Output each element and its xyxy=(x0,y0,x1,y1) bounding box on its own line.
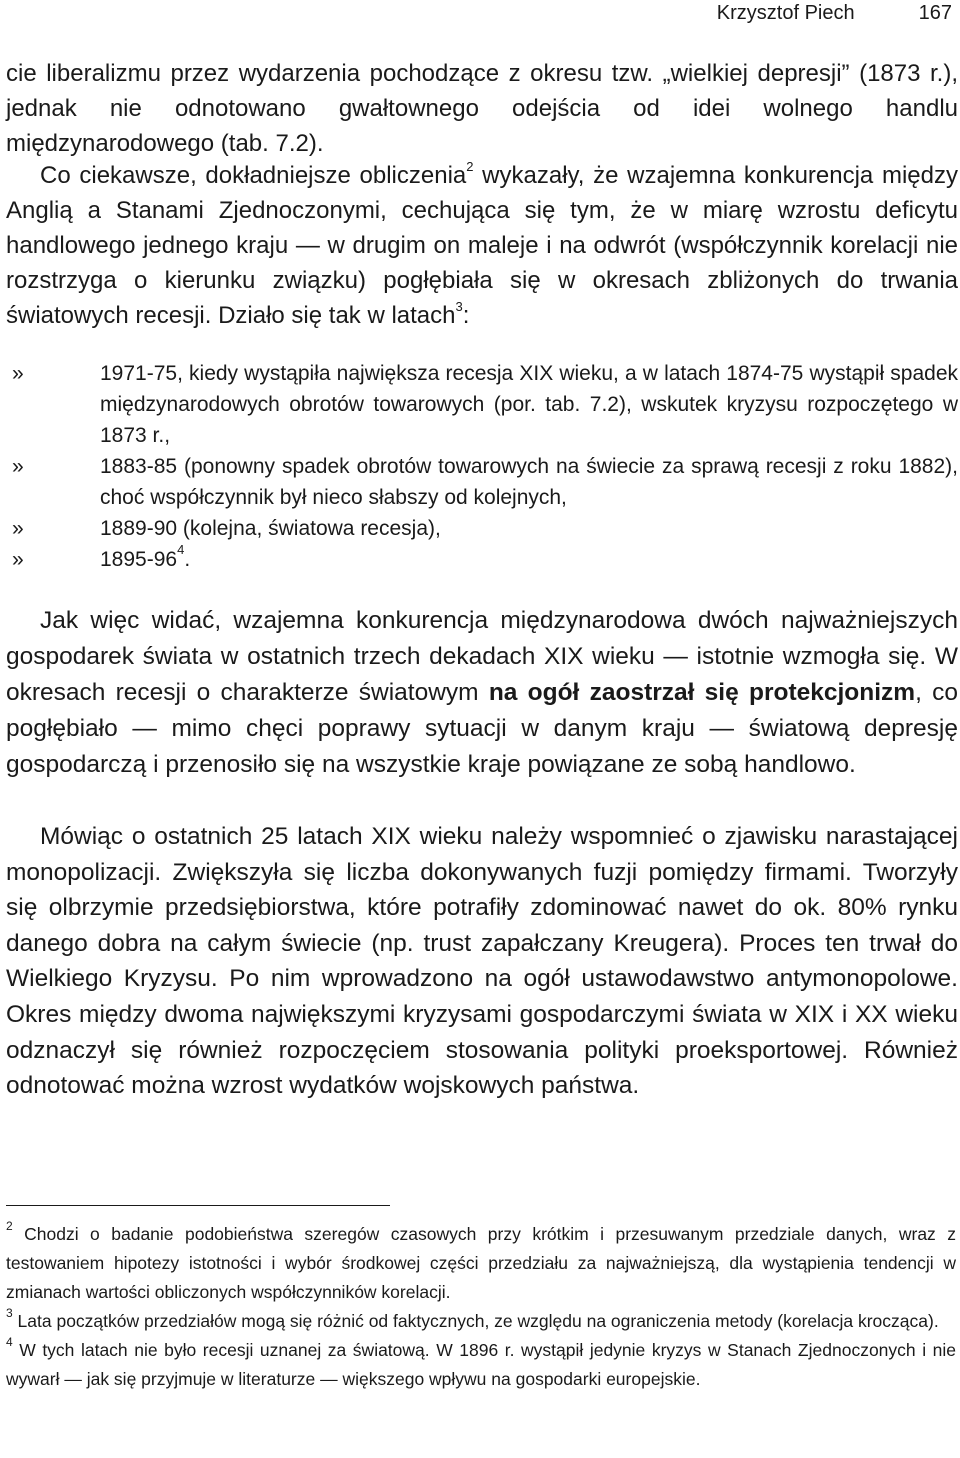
paragraph-4: Mówiąc o ostatnich 25 latach XIX wieku należy wspomnieć o zjawisku narastającej monopolizacji. Zwiększyła się liczba dokonywanych fuzji pomiędzy firmami. Tworzyły się olbrzymie przedsiębiorstwa, które potrafiły zdominować nawet do ok. 80% rynku danego dobra na całym świecie (np. trust zapałczany Kreugera). Proces ten trwał do Wielkiego Kryzysu. Po nim wprowadzono na ogół ustawodawstwo antymonopolowe. Okres między dwoma największymi kryzysami gospodarczymi świata w XIX i XX wieku odznaczył się również rozpoczęciem stosowania polityki proeksportowej. Również odnotować można wzrost wydatków wojskowych państwa. xyxy=(6,823,958,1100)
footnote-number: 3 xyxy=(6,1306,13,1320)
list-item-text: 1895-96 xyxy=(100,548,178,571)
footnote-3 xyxy=(6,1307,956,1336)
list-item xyxy=(6,544,958,575)
page-header xyxy=(392,2,952,28)
footnote-ref-3[interactable]: 3 xyxy=(455,299,463,314)
paragraph-1: cie liberalizmu przez wydarzenia pochodzące z okresu tzw. „wielkiej depresji” (1873 r.), jednak nie odnotowano gwałtownego odejścia od idei wolnego handlu międzynarodowego (tab. 7.2). xyxy=(6,60,958,157)
list-item xyxy=(6,358,958,451)
footnote-ref-2[interactable]: 2 xyxy=(466,159,474,174)
paragraph-3-part-b: , co pogłębiało — mimo chęci poprawy sytuacji w danym kraju — światową depresję gospodarczą i przenosiło się na wszystkie kraje powiązane ze sobą handlowo. xyxy=(6,679,958,778)
footnote-text: W tych latach nie było recesji uznanej za światową. W 1896 r. wystąpił jedynie kryzys w Stanach Zjednoczonych i nie wywarł — jak się przyjmuje w literaturze — większego wpływu na gospodarki europejskie. xyxy=(6,1340,956,1389)
footnote-text: Chodzi o badanie podobieństwa szeregów czasowych przy krótkim i przesuwanym przedziale danych, wraz z testowaniem hipotezy istotności i wybór środkowej części przedziału za najważniejszą, dla wystąpienia tendencji w zmianach wartości obliczonych współczynników korelacji. xyxy=(6,1224,956,1302)
paragraph-3 xyxy=(6,603,958,783)
list-bullet: » xyxy=(12,548,24,571)
list-item-tail: . xyxy=(184,548,191,571)
footnote-ref-4[interactable]: 4 xyxy=(177,542,185,557)
list-item-text: 1971-75, kiedy wystąpiła największa recesja XIX wieku, a w latach 1874-75 wystąpił spadek międzynarodowych obrotów towarowych (por. tab. 7.2), wskutek kryzysu rozpoczętego w 1873 r., xyxy=(100,362,958,447)
recession-years-list xyxy=(6,358,958,575)
footnote-separator xyxy=(6,1205,390,1206)
footnote-4 xyxy=(6,1336,956,1394)
list-item-text: 1889-90 (kolejna, światowa recesja), xyxy=(100,517,441,540)
paragraph-3-emphasis: na ogół zaostrzał się protekcjonizm xyxy=(488,679,916,706)
paragraph-2-part-b: wykazały, że wzajemna konkurencja między Anglią a Stanami Zjednoczonymi, cechująca się tym, że w miarę wzrostu deficytu handlowego jednego kraju — w drugim on maleje i na odwrót (współczynnik korelacji nie rozstrzyga o kierunku związku) pogłębiała się w okresach zbliżonych do trwania światowych recesji. Działo się tak w latach xyxy=(6,162,958,329)
list-item xyxy=(6,451,958,513)
footnote-number: 4 xyxy=(6,1335,13,1349)
paragraph-2-part-a: Co ciekawsze, dokładniejsze obliczenia xyxy=(40,162,467,189)
footnote-text: Lata początków przedziałów mogą się różnić od faktycznych, ze względu na ograniczenia metody (korelacja krocząca). xyxy=(12,1311,939,1331)
list-bullet: » xyxy=(12,517,24,540)
list-item xyxy=(6,513,958,544)
footnote-number: 2 xyxy=(6,1219,13,1233)
list-bullet: » xyxy=(12,362,24,385)
paragraph-2-part-c: : xyxy=(462,302,470,329)
running-head-author: Krzysztof Piech xyxy=(716,2,855,24)
footnotes xyxy=(6,1220,956,1394)
footnote-2 xyxy=(6,1220,956,1307)
list-item-text: 1883-85 (ponowny spadek obrotów towarowych na świecie za sprawą recesji z roku 1882), choć współczynnik był nieco słabszy od kolejnych, xyxy=(100,455,958,509)
paragraph-3-part-a: Jak więc widać, wzajemna konkurencja międzynarodowa dwóch najważniejszych gospodarek świata w ostatnich trzech dekadach XIX wieku — istotnie wzmogła się. W okresach recesji o charakterze światowym xyxy=(6,607,958,706)
paragraph-2 xyxy=(6,158,958,333)
page-number: 167 xyxy=(918,2,952,24)
list-bullet: » xyxy=(12,455,24,478)
